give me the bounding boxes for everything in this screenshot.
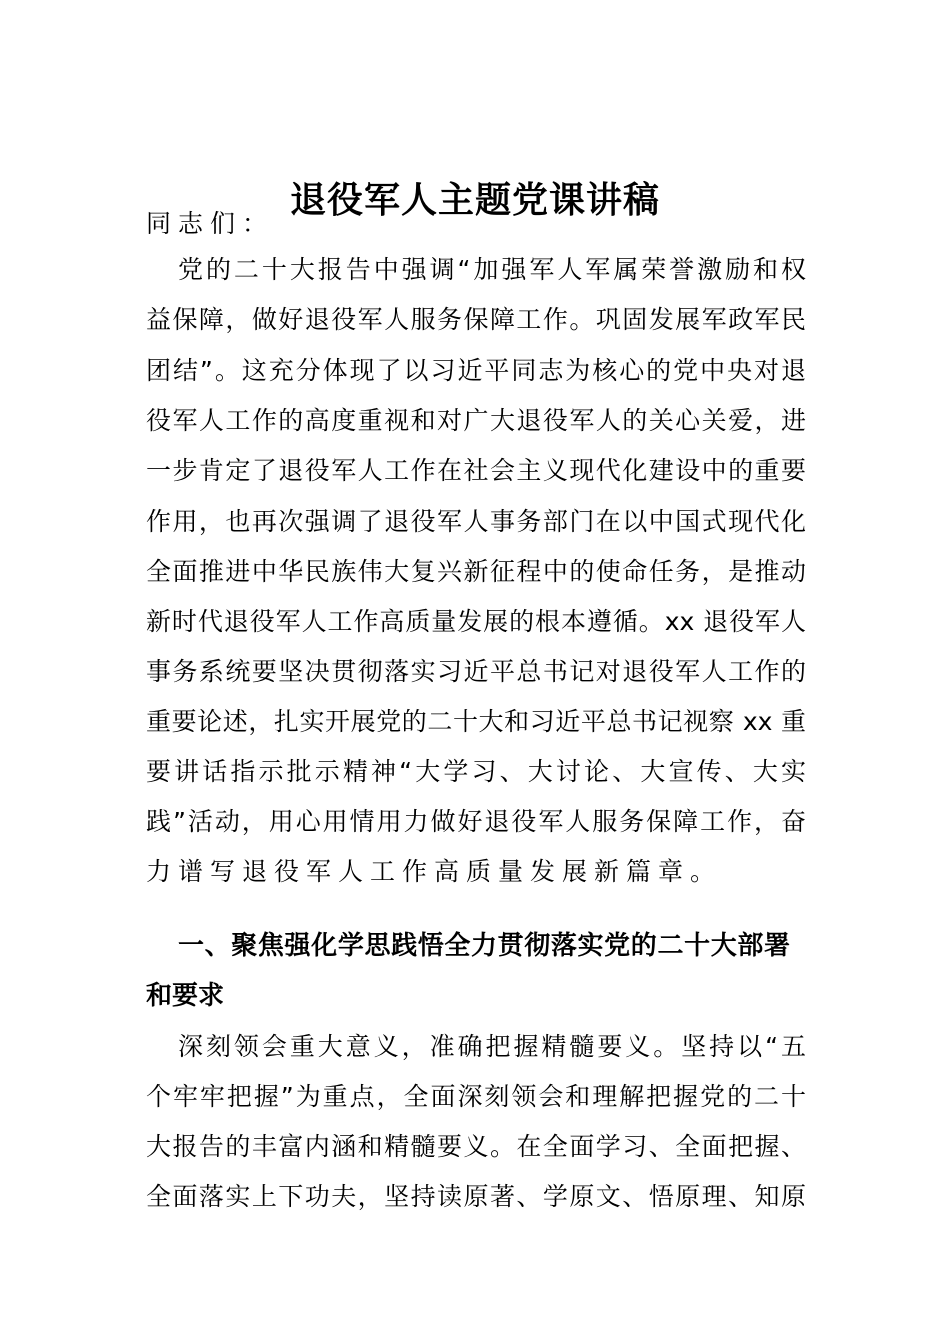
document-title: 退役军人主题党课讲稿 <box>289 179 660 221</box>
heading-line: 和要求 <box>146 981 225 1011</box>
text-line: 全面推进中华民族伟大复兴新征程中的使命任务，是推动 <box>146 557 806 586</box>
text-line: 深刻领会重大意义，准确把握精髓要义。坚持以“五 <box>178 1032 806 1061</box>
text-line: 益保障，做好退役军人服务保障工作。巩固发展军政军民 <box>146 305 806 334</box>
text-line: 新时代退役军人工作高质量发展的根本遵循。xx 退役军人 <box>146 607 806 636</box>
text-line: 一步肯定了退役军人工作在社会主义现代化建设中的重要 <box>146 456 806 485</box>
text-line: 重要论述，扎实开展党的二十大和习近平总书记视察 xx 重 <box>146 707 806 736</box>
text-line: 个牢牢把握”为重点，全面深刻领会和理解把握党的二十 <box>146 1082 806 1111</box>
text-line: 力谱写退役军人工作高质量发展新篇章。 <box>146 857 723 886</box>
text-line: 要讲话指示批示精神“大学习、大讨论、大宣传、大实 <box>146 757 806 786</box>
text-line: 践”活动，用心用情用力做好退役军人服务保障工作，奋 <box>146 807 806 836</box>
heading-line: 一、聚焦强化学思践悟全力贯彻落实党的二十大部署 <box>178 931 790 961</box>
text-line: 全面落实上下功夫，坚持读原著、学原文、悟原理、知原 <box>146 1182 806 1211</box>
text-line: 事务系统要坚决贯彻落实习近平总书记对退役军人工作的 <box>146 657 806 686</box>
text-line: 作用，也再次强调了退役军人事务部门在以中国式现代化 <box>146 507 806 536</box>
text-line: 党的二十大报告中强调“加强军人军属荣誉激励和权 <box>178 255 806 284</box>
text-line: 团结”。这充分体现了以习近平同志为核心的党中央对退 <box>146 356 806 385</box>
text-line: 役军人工作的高度重视和对广大退役军人的关心关爱，进 <box>146 406 806 435</box>
salutation: 同志们： <box>146 209 275 238</box>
text-line: 大报告的丰富内涵和精髓要义。在全面学习、全面把握、 <box>146 1132 806 1161</box>
